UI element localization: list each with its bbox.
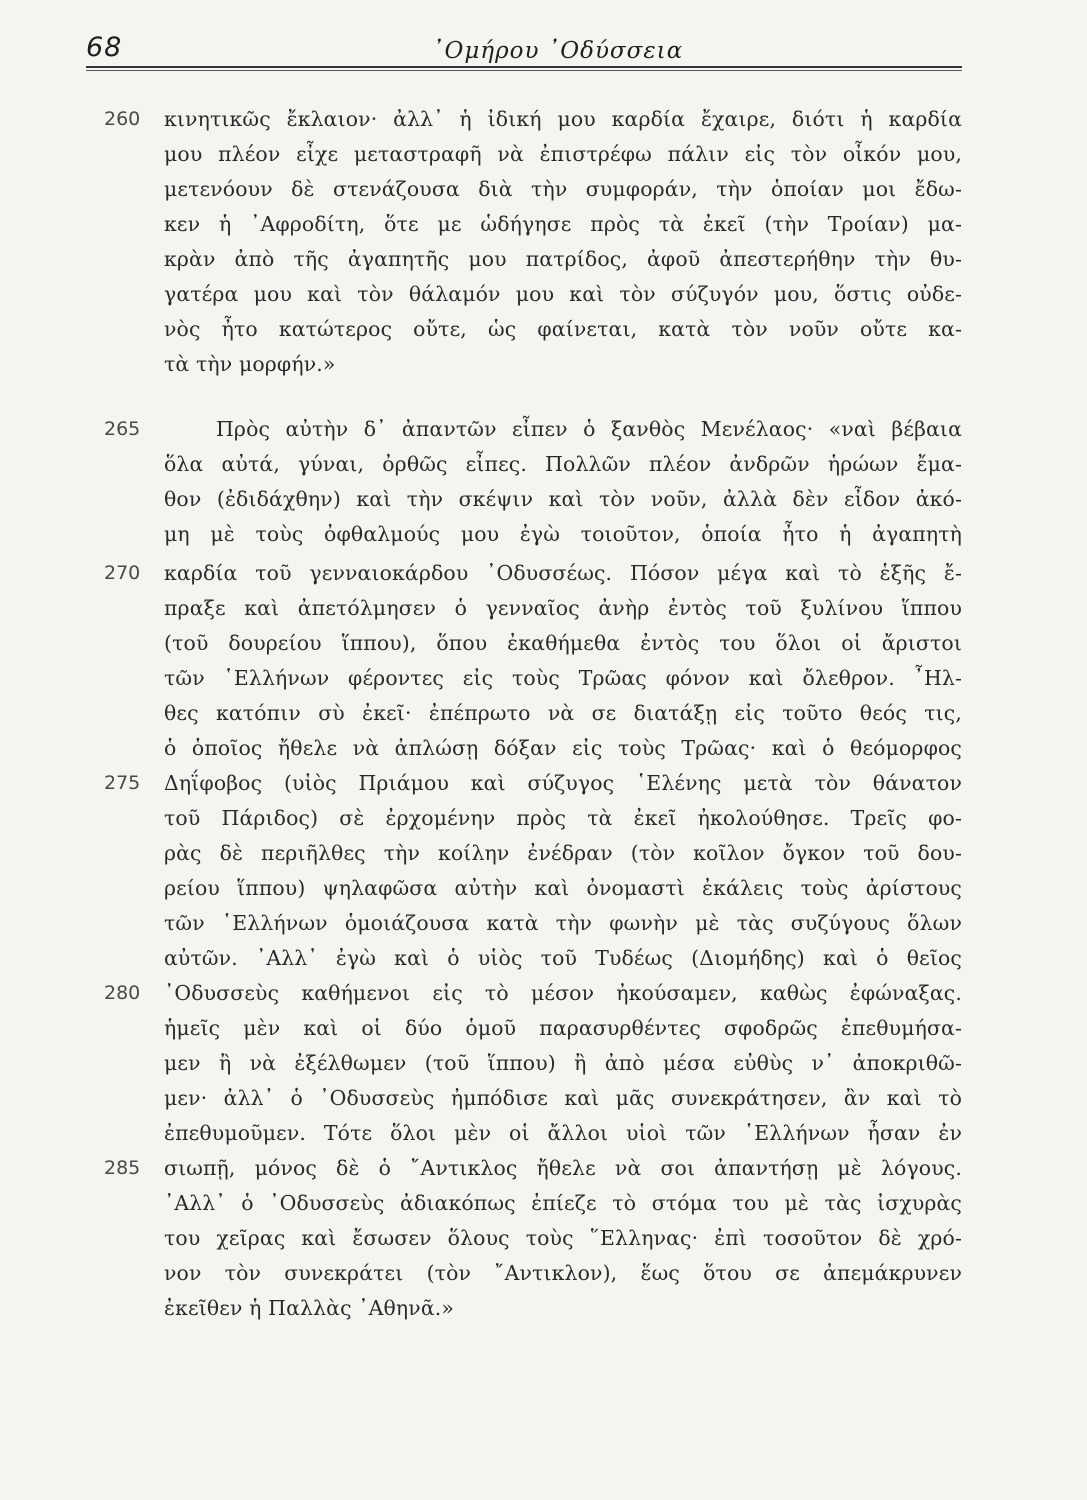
line-number: 285: [104, 1157, 141, 1179]
text-line: κεν ἡ ᾿Αφροδίτη, ὅτε με ὡδήγησε πρὸς τὰ ἐκεῖ (τὴν Τροίαν) μα-: [164, 212, 962, 236]
header-rule: [86, 66, 962, 68]
line-number: 260: [104, 108, 141, 130]
text-line: μεν· ἀλλ᾿ ὁ ᾿Οδυσσεὺς ἠμπόδισε καὶ μᾶς συνεκράτησεν, ἂν καὶ τὸ: [164, 1086, 962, 1110]
text-line: τὰ τὴν μορφήν.»: [164, 352, 336, 376]
text-line: του χεῖρας καὶ ἔσωσεν ὅλους τοὺς ῞Ελληνας· ἐπὶ τοσοῦτον δὲ χρό-: [164, 1226, 962, 1250]
text-line: πραξε καὶ ἀπετόλμησεν ὁ γενναῖος ἀνὴρ ἐντὸς τοῦ ξυλίνου ἵππου: [164, 596, 962, 620]
text-line: ρείου ἵππου) ψηλαφῶσα αὐτὴν καὶ ὀνομαστὶ ἐκάλεις τοὺς ἀρίστους: [164, 876, 962, 900]
text-line: τοῦ Πάριδος) σὲ ἐρχομένην πρὸς τὰ ἐκεῖ ἠκολούθησε. Τρεῖς φο-: [164, 806, 962, 830]
page-number: 68: [86, 32, 123, 63]
text-line: αὐτῶν. ᾿Αλλ᾿ ἐγὼ καὶ ὁ υἱὸς τοῦ Τυδέως (Διομήδης) καὶ ὁ θεῖος: [164, 946, 962, 970]
text-line: ρὰς δὲ περιῆλθες τὴν κοίλην ἐνέδραν (τὸν κοῖλον ὄγκον τοῦ δου-: [164, 841, 962, 865]
line-number: 280: [104, 982, 141, 1004]
text-line: κινητικῶς ἔκλαιον· ἀλλ᾿ ἡ ἰδική μου καρδία ἔχαιρε, διότι ἡ καρδία: [164, 107, 962, 131]
text-line: τῶν ῾Ελλήνων ὁμοιάζουσα κατὰ τὴν φωνὴν μὲ τὰς συζύγους ὅλων: [164, 911, 962, 935]
text-line: Πρὸς αὐτὴν δ᾿ ἀπαντῶν εἶπεν ὁ ξανθὸς Μενέλαος· «ναὶ βέβαια: [216, 417, 962, 441]
text-line: νον τὸν συνεκράτει (τὸν ῎Αντικλον), ἕως ὅτου σε ἀπεμάκρυνεν: [164, 1261, 962, 1285]
running-head: [0, 18, 1087, 78]
text-line: ἡμεῖς μὲν καὶ οἱ δύο ὁμοῦ παρασυρθέντες σφοδρῶς ἐπεθυμήσα-: [164, 1016, 962, 1040]
text-line: ὅλα αὐτά, γύναι, ὀρθῶς εἶπες. Πολλῶν πλέον ἀνδρῶν ἡρώων ἔμα-: [164, 452, 962, 476]
header-rule-thin: [86, 70, 962, 71]
text-line: θον (ἐδιδάχθην) καὶ τὴν σκέψιν καὶ τὸν νοῦν, ἀλλὰ δὲν εἶδον ἀκό-: [164, 487, 962, 511]
text-line: ἐπεθυμοῦμεν. Τότε ὅλοι μὲν οἱ ἄλλοι υἱοὶ τῶν ῾Ελλήνων ἦσαν ἐν: [164, 1121, 962, 1145]
text-line: ᾿Αλλ᾿ ὁ ᾿Οδυσσεὺς ἀδιακόπως ἐπίεζε τὸ στόμα του μὲ τὰς ἰσχυρὰς: [164, 1191, 962, 1215]
text-line: ᾿Οδυσσεὺς καθήμενοι εἰς τὸ μέσον ἠκούσαμεν, καθὼς ἐφώναξας.: [164, 981, 962, 1005]
line-number: 275: [104, 772, 141, 794]
text-line: ὁ ὁποῖος ἤθελε νὰ ἀπλώσῃ δόξαν εἰς τοὺς Τρῶας· καὶ ὁ θεόμορφος: [164, 736, 962, 760]
text-line: μεν ἢ νὰ ἐξέλθωμεν (τοῦ ἵππου) ἢ ἀπὸ μέσα εὐθὺς ν᾿ ἀποκριθῶ-: [164, 1051, 962, 1075]
line-number: 265: [104, 418, 141, 440]
text-line: νὸς ἦτο κατώτερος οὔτε, ὡς φαίνεται, κατὰ τὸν νοῦν οὔτε κα-: [164, 317, 962, 341]
line-number: 270: [104, 562, 141, 584]
text-line: Δηΐφοβος (υἱὸς Πριάμου καὶ σύζυγος ῾Ελένης μετὰ τὸν θάνατον: [164, 771, 962, 795]
text-line: κρὰν ἀπὸ τῆς ἀγαπητῆς μου πατρίδος, ἀφοῦ ἀπεστερήθην τὴν θυ-: [164, 247, 962, 271]
text-line: σιωπῇ, μόνος δὲ ὁ ῎Αντικλος ἤθελε νὰ σοι ἀπαντήσῃ μὲ λόγους.: [164, 1156, 962, 1180]
text-line: γατέρα μου καὶ τὸν θάλαμόν μου καὶ τὸν σύζυγόν μου, ὅστις οὐδε-: [164, 282, 962, 306]
running-title: ᾿Ομήρου ᾿Οδύσσεια: [432, 38, 684, 64]
text-line: καρδία τοῦ γενναιοκάρδου ᾿Οδυσσέως. Πόσον μέγα καὶ τὸ ἑξῆς ἔ-: [164, 561, 962, 585]
text-line: μου πλέον εἶχε μεταστραφῆ νὰ ἐπιστρέφω πάλιν εἰς τὸν οἶκόν μου,: [164, 142, 962, 166]
text-line: μετενόουν δὲ στενάζουσα διὰ τὴν συμφοράν, τὴν ὁποίαν μοι ἔδω-: [164, 177, 962, 201]
text-line: θες κατόπιν σὺ ἐκεῖ· ἐπέπρωτο νὰ σε διατάξῃ εἰς τοῦτο θεός τις,: [164, 701, 962, 725]
text-line: ἐκεῖθεν ἡ Παλλὰς ᾿Αθηνᾶ.»: [164, 1296, 455, 1320]
text-line: τῶν ῾Ελλήνων φέροντες εἰς τοὺς Τρῶας φόνον καὶ ὄλεθρον. ῏Ηλ-: [164, 666, 962, 690]
text-line: (τοῦ δουρείου ἵππου), ὅπου ἐκαθήμεθα ἐντὸς του ὅλοι οἱ ἄριστοι: [164, 631, 962, 655]
text-line: μη μὲ τοὺς ὀφθαλμούς μου ἐγὼ τοιοῦτον, ὁποία ἦτο ἡ ἀγαπητὴ: [164, 522, 962, 546]
